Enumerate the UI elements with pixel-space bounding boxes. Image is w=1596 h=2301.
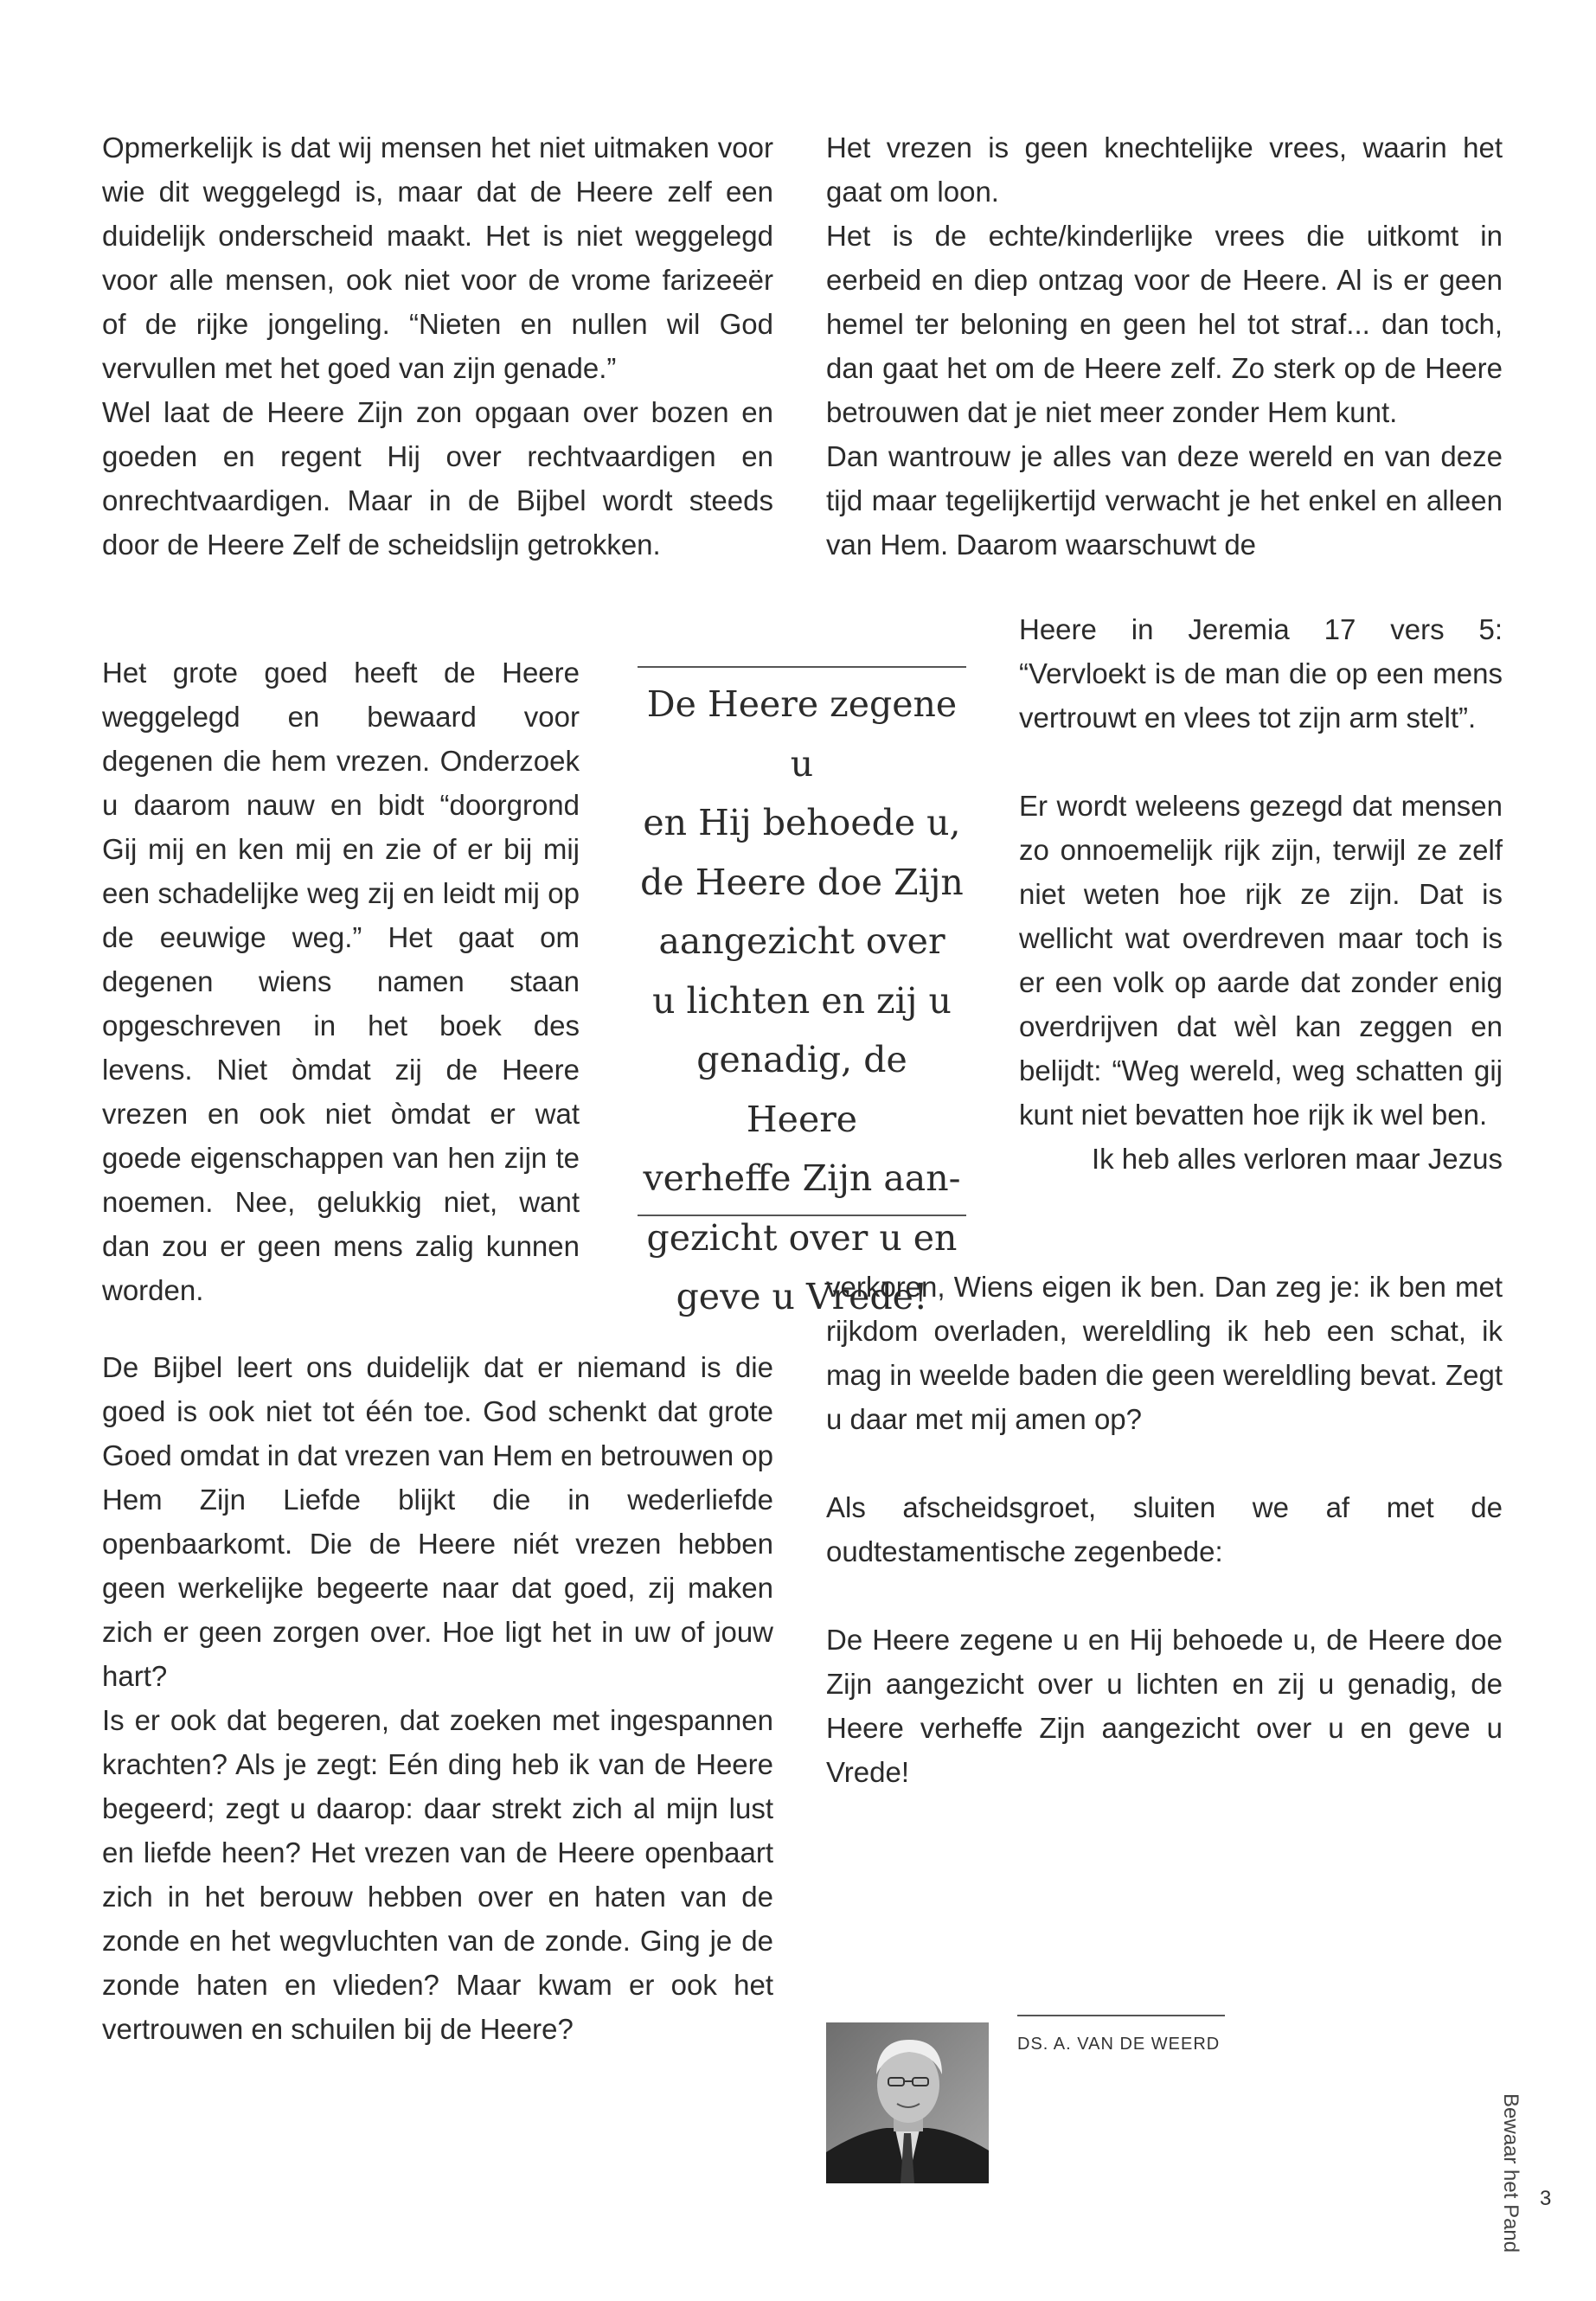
col2-top xyxy=(826,125,1503,567)
col1-top xyxy=(102,125,773,567)
author-rule xyxy=(1017,2015,1225,2016)
spacer xyxy=(1019,740,1503,784)
paragraph: Als afscheidsgroet, sluiten we af met de oudtestamentische zegenbede: xyxy=(826,1491,1503,1567)
paragraph: Opmerkelijk is dat wij mensen het niet uitmaken voor wie dit weggelegd is, maar dat de Heere zelf een duidelijk onderscheid maakt. Het is niet weggelegd voor alle mensen, ook niet voor de vrome farizeeër of de rijke jongeling. “Nieten en nullen wil God vervullen met het goed van zijn genade.” xyxy=(102,131,773,384)
pull-quote-line: De Heere zegene u xyxy=(646,683,958,785)
paragraph: verkoren, Wiens eigen ik ben. Dan zeg je: ik ben met rijkdom overladen, wereldling ik heb een schat, ik mag in weelde baden die geen wereldling bevat. Zegt u daar met mij amen op? xyxy=(826,1271,1503,1435)
portrait-image xyxy=(826,2022,989,2183)
paragraph: De Bijbel leert ons duidelijk dat er niemand is die goed is ook niet tot één toe. God schenkt dat grote Goed omdat in dat vrezen van Hem en betrouwen op Hem Zijn Liefde blijkt die in wederliefde openbaarkomt. Die de Heere niét vrezen hebben geen werkelijke begeerte naar dat goed, zij maken zich er geen zorgen over. Hoe ligt het in uw of jouw hart? xyxy=(102,1351,773,1692)
pull-quote-line: u lichten en zij u xyxy=(652,979,952,1022)
paragraph: Dan wantrouw je alles van deze wereld en van deze tijd maar tegelijkertijd verwacht je het enkel en alleen van Hem. Daarom waarschuwt de xyxy=(826,440,1503,561)
spacer xyxy=(826,1574,1503,1618)
paragraph: De Heere zegene u en Hij behoede u, de Heere doe Zijn aangezicht over u lichten en zij u genadig, de Heere verheffe Zijn aangezicht over u en geve u Vrede! xyxy=(826,1624,1503,1788)
paragraph: Heere in Jeremia 17 vers 5: “Vervloekt is de man die op een mens vertrouwt en vlees tot zijn arm stelt”. xyxy=(1019,613,1503,734)
col2-middle xyxy=(1019,607,1503,1181)
author-photo xyxy=(826,2022,989,2183)
magazine-title: Bewaar het Pand xyxy=(1499,2093,1522,2253)
pull-quote-line: de Heere doe Zijn xyxy=(640,861,964,903)
paragraph: Ik heb alles verloren maar Jezus xyxy=(1091,1143,1503,1175)
col2-bottom xyxy=(826,1265,1503,1794)
pull-quote xyxy=(638,666,966,1317)
paragraph: Er wordt weleens gezegd dat mensen zo onnoemelijk rijk zijn, terwijl ze zelf niet weten hoe rijk ze zijn. Dat is wellicht wat overdreven maar toch is er een volk op aarde dat zonder enig overdrijven dat wèl kan zeggen en belijdt: “Weg wereld, weg schatten gij kunt niet bevatten hoe rijk ik wel ben. xyxy=(1019,790,1503,1131)
paragraph: Het vrezen is geen knechtelijke vrees, waarin het gaat om loon. xyxy=(826,131,1503,208)
col1-middle xyxy=(102,651,580,1312)
paragraph: Het is de echte/kinderlijke vrees die uitkomt in eerbeid en diep ontzag voor de Heere. Al is er geen hemel ter beloning en geen hel tot straf... dan toch, dan gaat het om de Heere zelf. Zo sterk op de Heere betrouwen dat je niet meer zonder Hem kunt. xyxy=(826,220,1503,428)
page-number: 3 xyxy=(1540,2187,1552,2210)
paragraph: Het grote goed heeft de Heere weggelegd en bewaard voor degenen die hem vrezen. Onderzoek u daarom nauw en bidt “doorgrond Gij mij en ken mij en zie of er bij mij een schadelijke weg zij en leidt mij op de eeuwige weg.” Het gaat om degenen wiens namen staan opgeschreven in het boek des levens. Niet òmdat zij de Heere vrezen en ook niet òmdat er wat goede eigenschappen van hen zijn te noemen. Nee, gelukkig niet, want dan zou er geen mens zalig kunnen worden. xyxy=(102,657,580,1306)
pull-quote-line: geve u Vrede! xyxy=(676,1276,928,1317)
pull-quote-line: verheffe Zijn aan- xyxy=(643,1157,961,1199)
paragraph: Wel laat de Heere Zijn zon opgaan over bozen en goeden en regent Hij over rechtvaardigen en onrechtvaardigen. Maar in de Bijbel wordt steeds door de Heere Zelf de scheidslijn getrokken. xyxy=(102,396,773,561)
spacer xyxy=(826,1441,1503,1485)
author-name: DS. A. VAN DE WEERD xyxy=(1017,2035,1221,2054)
paragraph: Is er ook dat begeren, dat zoeken met ingespannen krachten? Als je zegt: Eén ding heb ik van de Heere begeerd; zegt u daarop: daar strekt zich al mijn lust en liefde heen? Het vrezen van de Heere openbaart zich in het berouw hebben over en haten van de zonde en het wegvluchten van de zonde. Ging je de zonde haten en vlieden? Maar kwam er ook het vertrouwen en schuilen bij de Heere? xyxy=(102,1704,773,2045)
col1-bottom xyxy=(102,1345,773,2051)
pull-quote-line: aangezicht over xyxy=(658,920,945,962)
pull-quote-line: en Hij behoede u, xyxy=(643,802,961,843)
pull-quote-line: genadig, de Heere xyxy=(696,1039,907,1140)
pull-quote-line: gezicht over u en xyxy=(646,1216,958,1259)
